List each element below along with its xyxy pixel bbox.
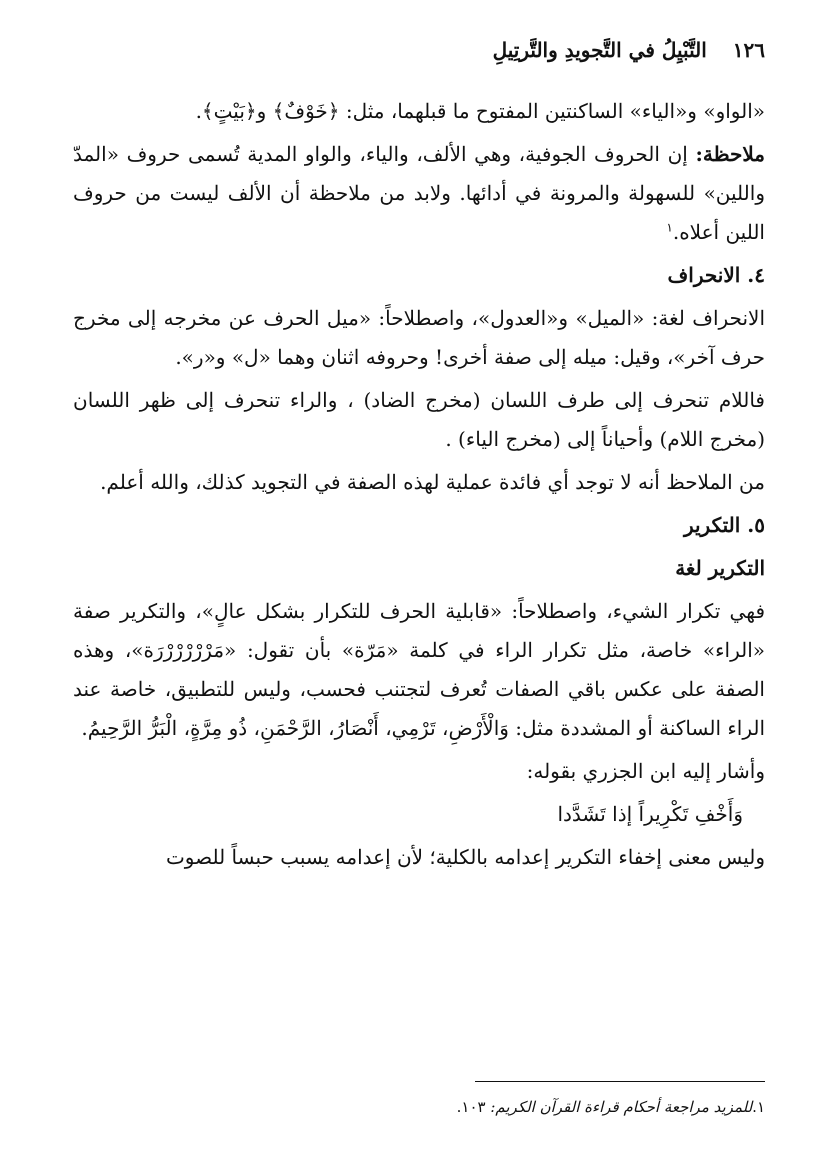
note-label: ملاحظة:: [695, 142, 765, 166]
page-number: ١٢٦: [732, 38, 765, 62]
footnote-page: ١٠٣.: [456, 1098, 491, 1116]
paragraph-takrir-definition: فهي تكرار الشيء، واصطلاحاً: «قابلية الحرف للتكرار بشكل عالٍ»، والتكرير صفة «الراء» خاصة، مثل تكرار الراء في كلمة «مَرّة» بأن تقول: «مَرْرْرْرْرْرَة»، وهذه الصفة على عكس باقي الصفات تُعرف لتجتنب فحسب، وليس للتطبيق، خاصة عند الراء الساكنة أو المشددة مثل: وَالْأَرْضِ، تَرْمِي، أَنْصَارُ، الرَّحْمَنِ، ذُو مِرَّةٍ، الْبَرُّ الرَّحِيمُ.: [73, 599, 766, 740]
footnote-text: للمزيد مراجعة أحكام قراءة القرآن الكريم:: [490, 1098, 753, 1116]
running-header: [493, 38, 765, 62]
paragraph-takrir-ikhfa: وليس معنى إخفاء التكرير إعدامه بالكلية؛ لأن إعدامه يسبب حبساً للصوت: [165, 845, 765, 869]
running-title: التَّبْيِلُ في التَّجويدِ والتَّرتِيلِ: [492, 38, 707, 62]
paragraph-inhiraf-remark: من الملاحظ أنه لا توجد أي فائدة عملية لهذه الصفة في التجويد كذلك، والله أعلم.: [100, 470, 765, 494]
footnote-number: ١.: [752, 1098, 765, 1116]
paragraph-inhiraf-explanation: فاللام تنحرف إلى طرف اللسان (مخرج الضاد) ، والراء تنحرف إلى ظهر اللسان (مخرج اللام) وأحياناً إلى (مخرج الياء) .: [73, 388, 765, 451]
footnote: [457, 1094, 765, 1120]
section-heading-inhiraf: ٤. الانحراف: [667, 263, 765, 287]
section-heading-takrir: ٥. التكرير: [683, 513, 765, 537]
paragraph-waw-ya: «الواو» و«الياء» الساكنتين المفتوح ما قبلهما، مثل: ﴿خَوْفٌ﴾ و﴿بَيْتٍ﴾.: [195, 99, 765, 123]
paragraph-note: [73, 135, 765, 252]
footnote-reference: ١: [666, 220, 673, 235]
paragraph-inhiraf-definition: الانحراف لغة: «الميل» و«العدول»، واصطلاحاً: «ميل الحرف عن مخرجه إلى مخرج حرف آخر»، وقيل: ميله إلى صفة أخرى! وحروفه اثنان وهما «ل» و«ر».: [73, 306, 765, 369]
paragraph-ibn-jazari: وأشار إليه ابن الجزري بقوله:: [526, 759, 765, 783]
footnote-divider: [475, 1081, 765, 1082]
note-text: إن الحروف الجوفية، وهي الألف، والياء، والواو المدية تُسمى حروف «المدّ واللين» للسهولة والمرونة في أدائها. ولابد من ملاحظة أن الألف ليست من حروف اللين أعلاه.: [73, 142, 765, 244]
main-text: [73, 92, 765, 881]
poem-verse: وَأَخْفِ تَكْرِيراً إذا تَشَدَّدا: [557, 802, 743, 826]
subheading-takrir-lugha: التكرير لغة: [675, 556, 765, 580]
